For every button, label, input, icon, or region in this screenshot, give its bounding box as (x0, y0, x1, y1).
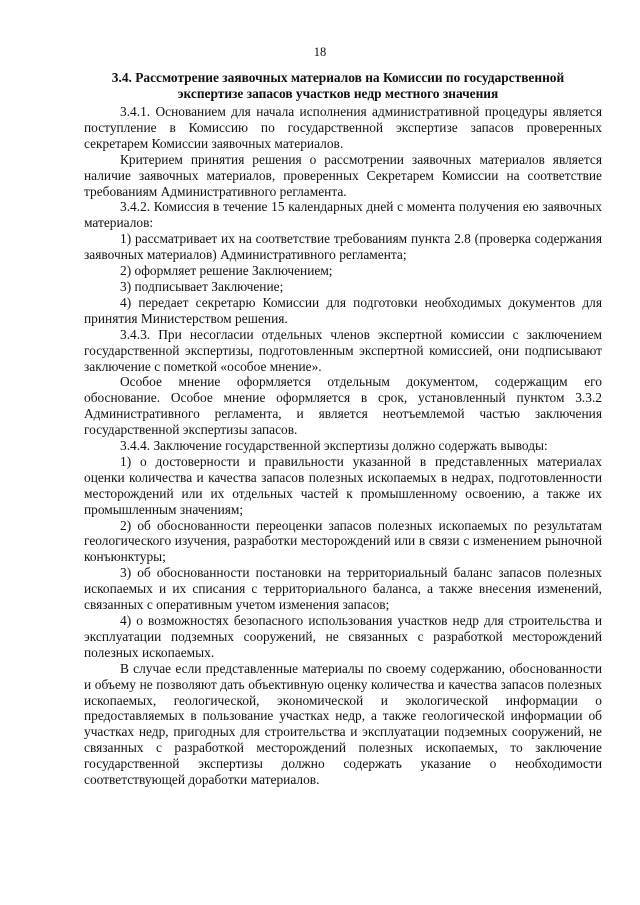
conclusion-item-reassessment: 2) об обоснованности переоценки запасов полезных ископаемых по результатам геологического изучения, разработки месторождений или в связи с изменением рыночной конъюнктуры; (84, 517, 602, 565)
paragraph-special-opinion: Особое мнение оформляется отдельным документом, содержащим его обоснование. Особое мнение оформляется в срок, установленный пунктом 3.3.2 Административного регламента, и является неотъемлемой частью заключения государственной экспертизы запасов. (84, 374, 602, 438)
list-item-sign: 3) подписывает Заключение; (120, 278, 284, 294)
paragraph-decision-criterion: Критерием принятия решения о рассмотрении заявочных материалов является наличие заявочных материалов, проверенных Секретарем Комиссии на соответствие требованиям Административного регламента. (84, 151, 602, 199)
section-title-line-2: экспертизе запасов участков недр местного значения (177, 85, 499, 101)
paragraph-3-4-2: 3.4.2. Комиссия в течение 15 календарных дней с момента получения ею заявочных материалов: (84, 199, 602, 231)
document-body (84, 104, 602, 788)
conclusion-item-underground-use: 4) о возможностях безопасного использования участков недр для строительства и эксплуатации подземных сооружений, не связанных с разработкой месторождений полезных ископаемых. (84, 613, 602, 660)
section-title-line-1: 3.4. Рассмотрение заявочных материалов на Комиссии по государственной (111, 70, 565, 85)
page-number: 18 (313, 45, 327, 59)
list-item-review: 1) рассматривает их на соответствие требованиям пункта 2.8 (проверка содержания заявочных материалов) Административного регламента; (84, 231, 602, 263)
paragraph-revision-required: В случае если представленные материалы по своему содержанию, обоснованности и объему не позволяют дать объективную оценку количества и качества запасов полезных ископаемых, геологической, экономической и экологической информации о предоставляемых в пользование участках недр, а также геологической информации об участках недр, пригодных для строительства и эксплуатации подземных сооружений, не связанных с разработкой месторождений полезных ископаемых, то заключение государственной экспертизы должно содержать указание о необходимости соответствующей доработки материалов. (84, 660, 602, 788)
list-item-formalize: 2) оформляет решение Заключением; (120, 263, 333, 279)
conclusion-item-reliability: 1) о достоверности и правильности указанной в представленных материалах оценки количества и качества запасов полезных ископаемых в недрах, подготовленности месторождений или их отдельных частей к промышленному освоению, а также их промышленным значениям; (84, 453, 602, 517)
paragraph-3-4-3: 3.4.3. При несогласии отдельных членов экспертной комиссии с заключением государственной экспертизы, подготовленным экспертной комиссией, они подписывают заключение с пометкой «особое мнение». (84, 326, 602, 374)
conclusion-item-balance: 3) об обоснованности постановки на территориальный баланс запасов полезных ископаемых и их списания с территориального баланса, а также внесения изменений, связанных с оперативным учетом изменения запасов; (84, 565, 602, 613)
paragraph-3-4-1: 3.4.1. Основанием для начала исполнения административной процедуры является поступление в Комиссию по государственной экспертизе запасов проверенных секретарем Комиссии заявочных материалов. (84, 104, 602, 151)
list-item-transfer: 4) передает секретарю Комиссии для подготовки необходимых документов для принятия Министерством решения. (84, 294, 602, 326)
paragraph-3-4-4: 3.4.4. Заключение государственной экспертизы должно содержать выводы: (120, 438, 548, 454)
section-title (84, 70, 592, 102)
